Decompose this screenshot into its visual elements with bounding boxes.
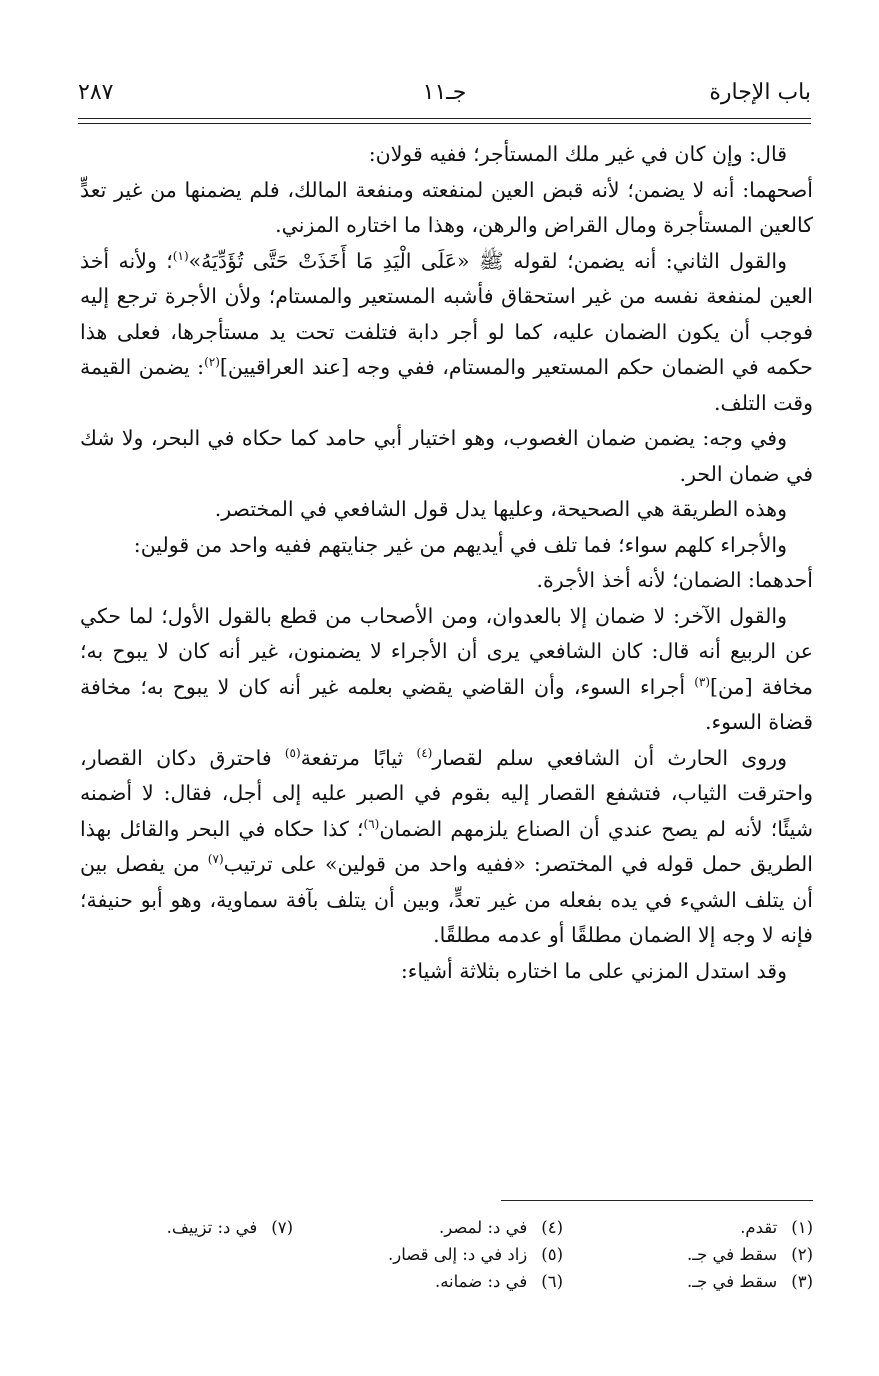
footnote: (٤)في د: لمصر. (438, 1218, 563, 1237)
footnote-ref: (٧) (207, 852, 224, 867)
chapter-title: باب الإجارة (709, 80, 811, 105)
main-text (80, 137, 813, 989)
page-number: ٢٨٧ (78, 80, 114, 105)
footnote-ref: (٦) (363, 816, 380, 831)
paragraph: قال: وإن كان في غير ملك المستأجر؛ ففيه قولان: (368, 142, 787, 166)
footnote: (٦)في د: ضمانه. (434, 1272, 563, 1291)
header-rule (78, 118, 811, 119)
paragraph: وروى الحارث أن الشافعي سلم لقصار$^{(٤)}$ ثيابًا مرتفعة$^{(٥)}$ فاحترق دكان القصار، واحترقت الثياب، فتشفع القصار إليه بقوم في الصبر عليه إلى أجل، فقال: لا أضمنه شيئًا؛ لأنه لم يصح عندي أن الصناع يلزمهم الضمان$^{(٦)}$؛ كذا حكاه في البحر والقائل بهذا الطريق حمل قوله في المختصر: «ففيه واحد من قولين» على ترتيب$^{(٧)}$ من يفصل بين أن يتلف الشيء في يده بفعله من غير تعدٍّ، وبين أن يتلف بآفة سماوية، وهو أبو حنيفة؛ فإنه لا وجه إلا الضمان مطلقًا أو عدمه مطلقًا. (80, 745, 813, 947)
footnote: (٥)زاد في د: إلى قصار. (388, 1245, 563, 1264)
paragraph: والقول الثاني: أنه يضمن؛ لقوله ﷺ «عَلَى الْيَدِ مَا أَخَذَتْ حَتَّى تُؤَدِّيَهُ»$^{(١)}$؛ ولأنه أخذ العين لمنفعة نفسه من غير استحقاق فأشبه المستعير والمستام؛ ولأن الأجرة ترجع إليه فوجب أن يكون الضمان عليه، كما لو أجر دابة فتلفت تحت يد مستأجرها، فعلى هذا حكمه في الضمان حكم المستعير والمستام، ففي وجه [عند العراقيين]$^{(٢)}$: يضمن القيمة وقت التلف. (80, 248, 813, 415)
footnote-ref: (٢) (204, 355, 220, 370)
footnote-ref: (٥) (284, 745, 301, 760)
footnote-divider (501, 1200, 813, 1201)
paragraph: وقد استدل المزني على ما اختاره بثلاثة أشياء: (400, 958, 787, 983)
footnote-ref: (١) (172, 248, 189, 263)
footnote-ref: (٣) (694, 674, 711, 689)
paragraph: أصحهما: أنه لا يضمن؛ لأنه قبض العين لمنفعته ومنفعة المالك، فلم يضمنها من غير تعدٍّ كالعين المستأجرة ومال القراض والرهن، وهذا ما اختاره المزني. (80, 177, 813, 237)
footnote: (٣)سقط في جـ. (687, 1272, 813, 1291)
footnote: (٧)في د: تزييف. (166, 1218, 293, 1237)
footnote: (١)تقدم. (740, 1218, 813, 1237)
paragraph: وفي وجه: يضمن ضمان الغصوب، وهو اختيار أبي حامد كما حكاه في البحر، ولا شك في ضمان الحر. (80, 426, 813, 486)
paragraph: أحدهما: الضمان؛ لأنه أخذ الأجرة. (536, 568, 813, 592)
footnote-column (583, 1214, 813, 1295)
footnote: (٢)سقط في جـ. (687, 1245, 813, 1264)
volume-label: جـ١١ (422, 80, 467, 105)
page-header (78, 78, 811, 118)
footnote-ref: (٤) (416, 745, 433, 760)
footnote-column (93, 1214, 293, 1241)
paragraph: والقول الآخر: لا ضمان إلا بالعدوان، ومن الأصحاب من قطع بالقول الأول؛ لما حكي عن الربيع أنه قال: كان الشافعي يرى أن الأجراء لا يضمنون، غير أنه كان لا يبوح به؛ مخافة [من]$^{(٣)}$ أجراء السوء، وأن القاضي يقضي بعلمه غير أنه كان لا يبوح به؛ مخافة قضاة السوء. (80, 603, 813, 734)
paragraph: وهذه الطريقة هي الصحيحة، وعليها يدل قول الشافعي في المختصر. (214, 497, 787, 521)
footnote-column (333, 1214, 563, 1295)
paragraph: والأجراء كلهم سواء؛ فما تلف في أيديهم من غير جنايتهم ففيه واحد من قولين: (133, 532, 787, 557)
header-rule-thin (78, 123, 811, 124)
